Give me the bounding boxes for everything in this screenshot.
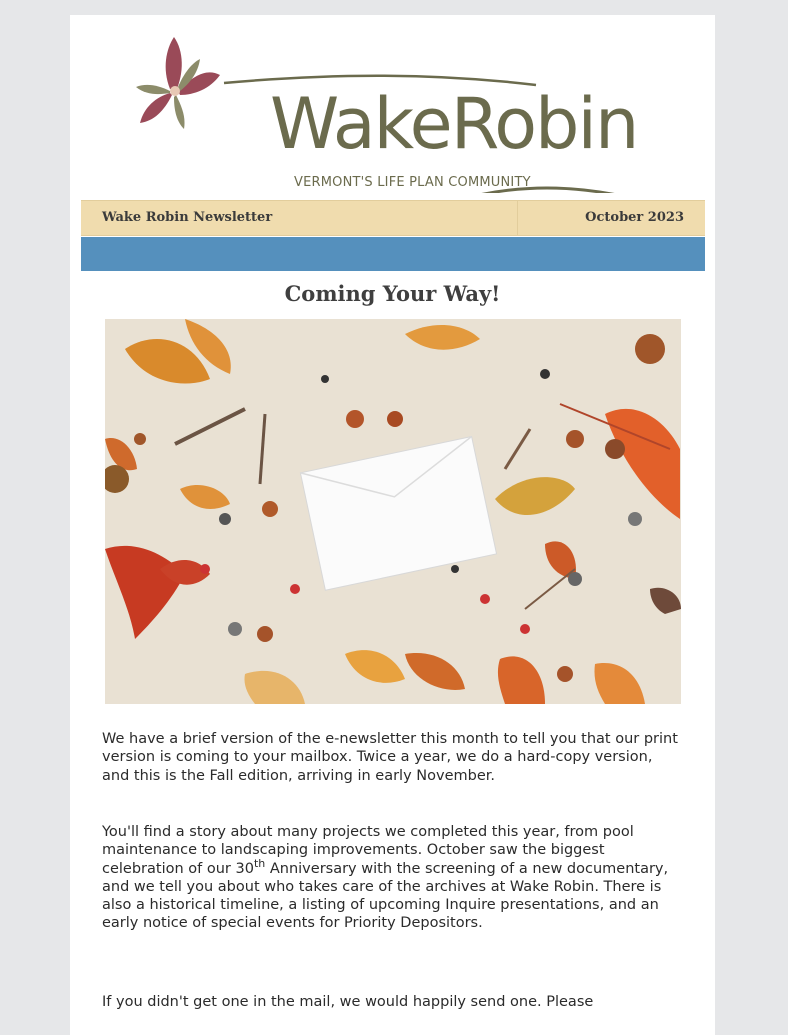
newsletter-header-bar [81, 200, 705, 236]
paragraph-2-part-a: You'll find a story about many projects we completed this year, from pool maintenance to landscaping improvements. October saw the biggest celebration of our 30 [102, 824, 634, 877]
paragraph-2-part-b: Anniversary with the screening of a new documentary, and we tell you about who takes care of the archives at Wake Robin. There is also a historical timeline, a listing of upcoming Inquire presentations, and an early notice of special events for Priority Depositors. [102, 860, 669, 932]
blue-divider-bar [81, 237, 705, 271]
newsletter-card [70, 15, 715, 1035]
newsletter-date: October 2023 [585, 210, 684, 225]
paragraph-2-text [102, 823, 682, 933]
paragraph-1-text: We have a brief version of the e-newsletter this month to tell you that our print version is coming to your mailbox. Twice a year, we do a hard-copy version, and this is the Fall edition, arriving in early November. [102, 731, 678, 784]
article-title: Coming Your Way! [284, 281, 501, 306]
paragraph-3-text: If you didn't get one in the mail, we would happily send one. Please [102, 994, 594, 1010]
paragraph-3 [102, 993, 682, 1011]
newsletter-label: Wake Robin Newsletter [102, 210, 273, 225]
autumn-leaves-envelope-photo [105, 319, 681, 704]
brand-name: WakeRobin [270, 83, 638, 165]
paragraph-1 [102, 730, 682, 785]
paragraph-2 [102, 823, 682, 933]
bar-divider [517, 201, 518, 235]
wakerobin-logo[interactable] [136, 33, 656, 193]
brand-tagline: VERMONT'S LIFE PLAN COMMUNITY [294, 175, 531, 190]
ordinal-superscript: th [253, 856, 266, 870]
